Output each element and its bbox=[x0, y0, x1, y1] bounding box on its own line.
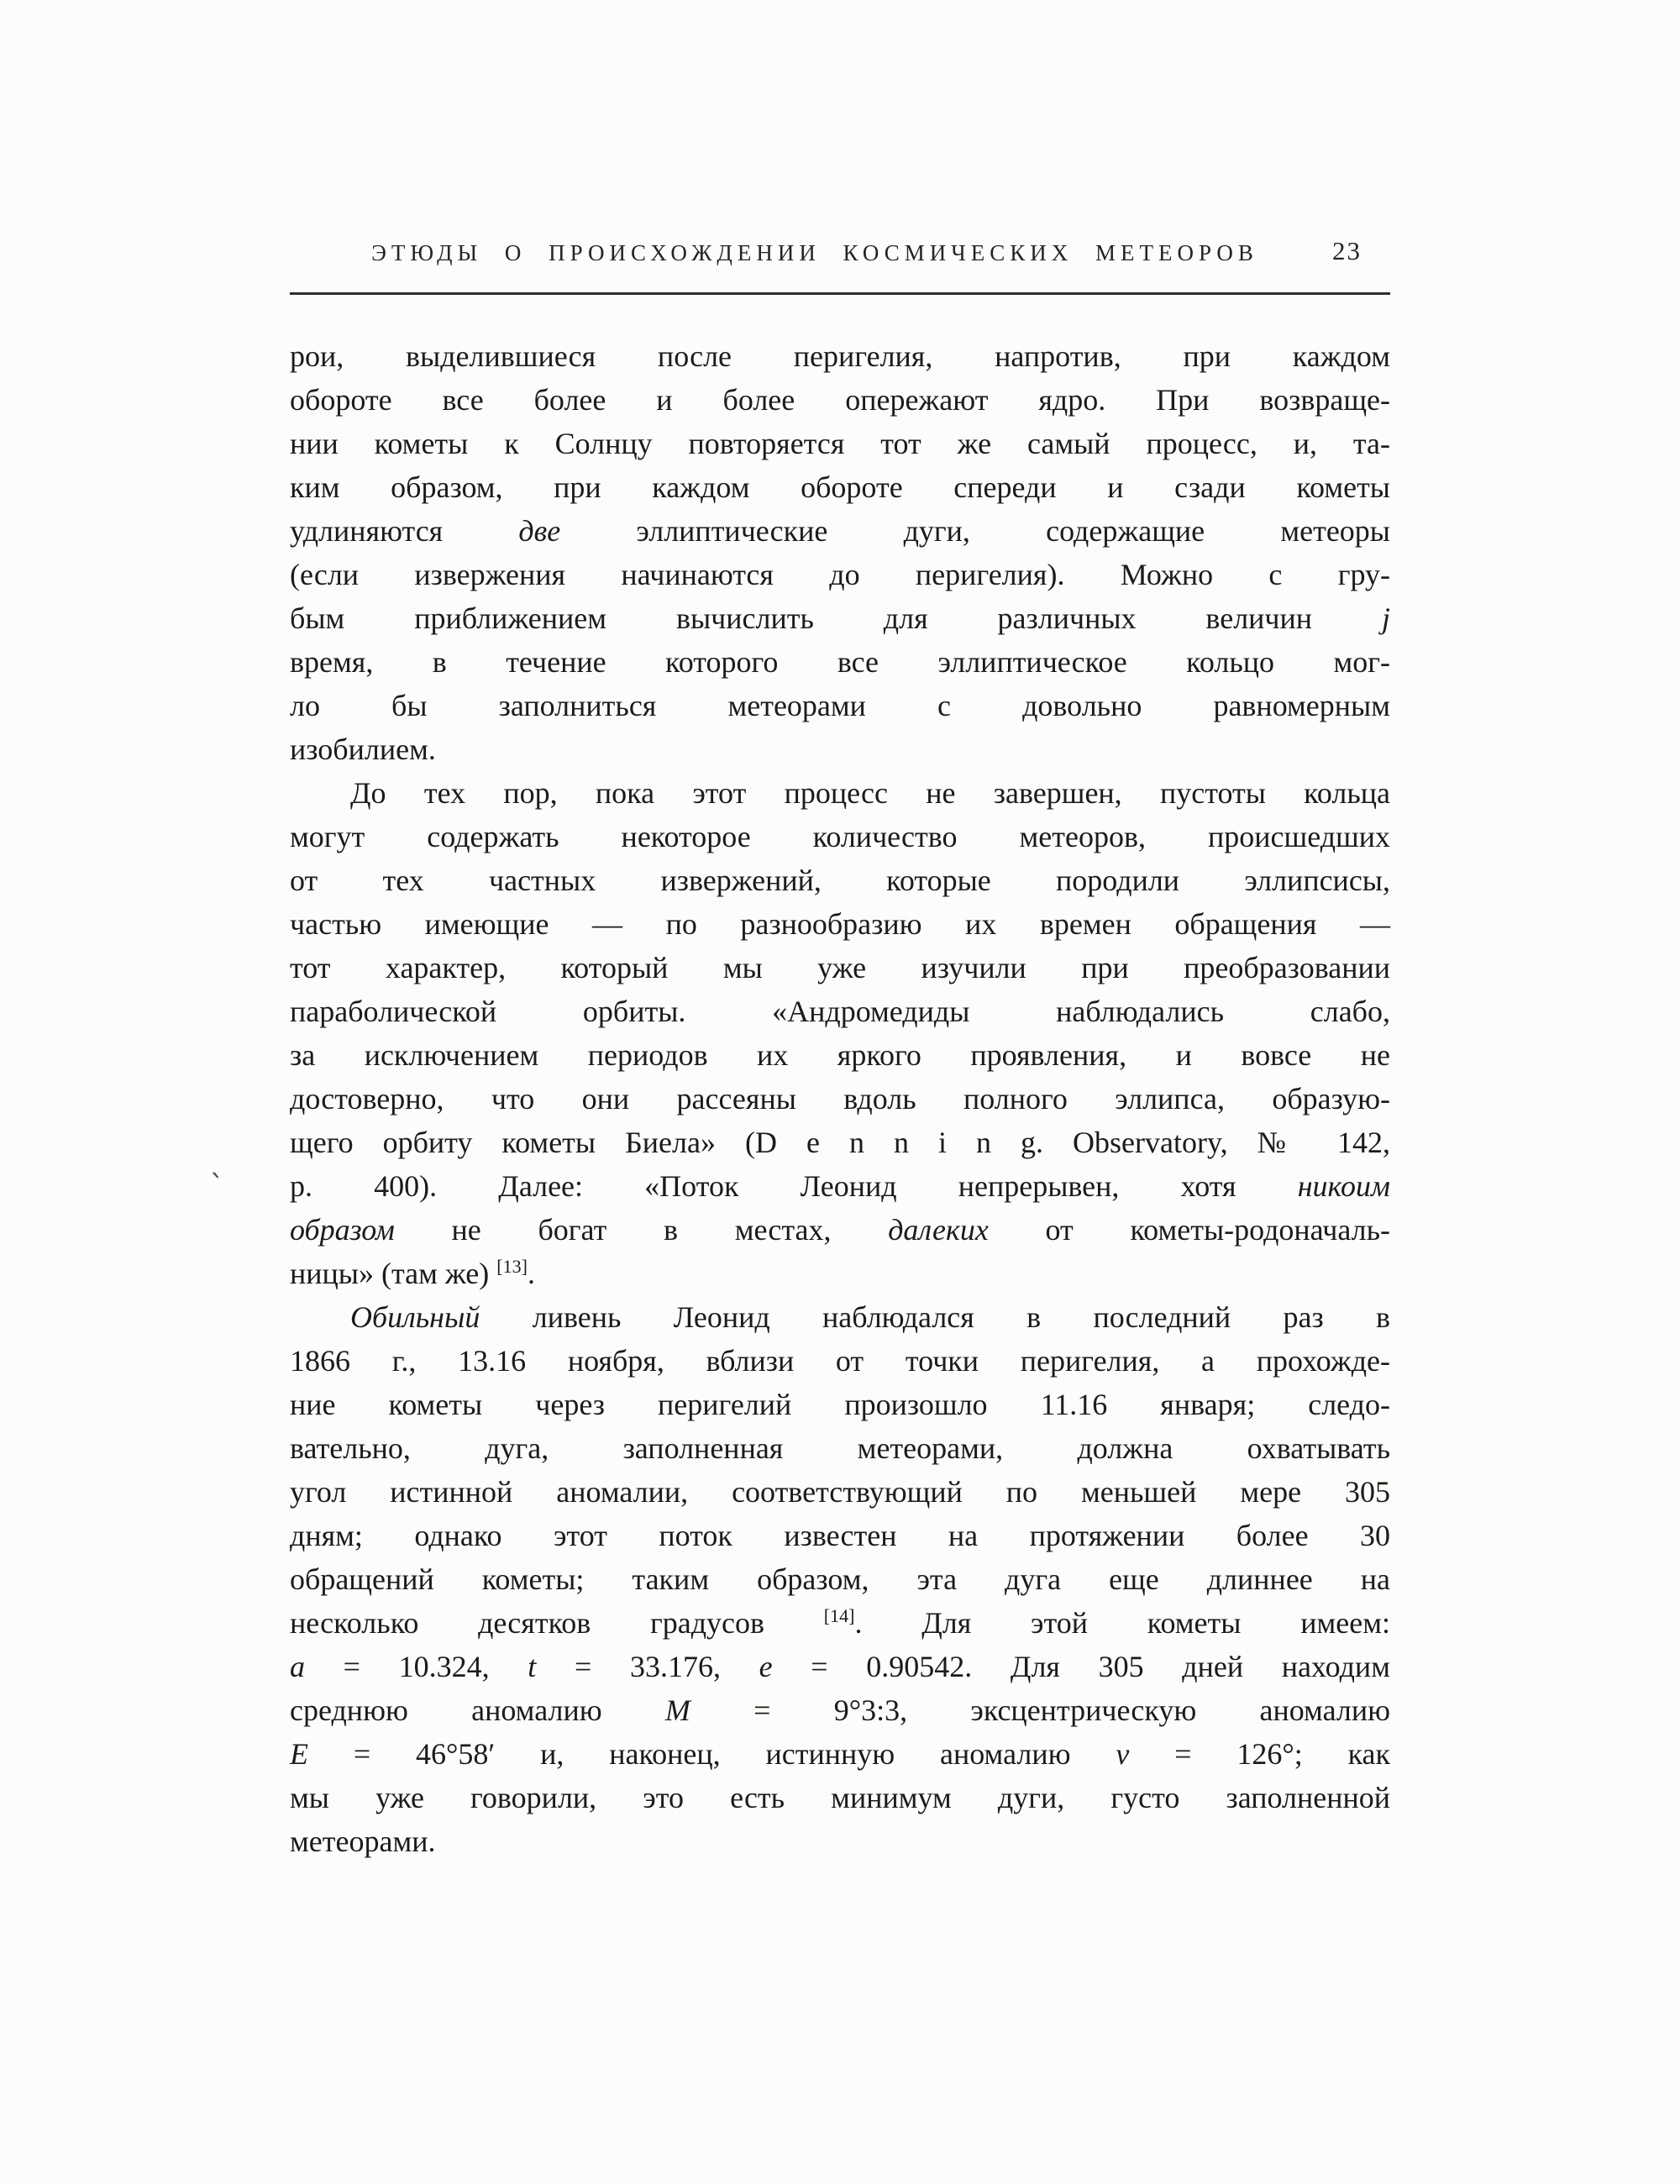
italic-text: далеких bbox=[888, 1213, 989, 1247]
body-text: удлиняются bbox=[290, 514, 519, 548]
body-text: не богат в местах, bbox=[394, 1213, 889, 1247]
body-text: нии кометы к Солнцу повторяется тот же самый процесс, и, та- bbox=[290, 427, 1390, 460]
text-line bbox=[290, 1645, 1390, 1688]
text-line bbox=[290, 1077, 1390, 1121]
text-line bbox=[290, 1688, 1390, 1732]
text-line bbox=[290, 334, 1390, 378]
text-line bbox=[290, 858, 1390, 902]
body-text: рои, выделившиеся после перигелия, напротив, при каждом bbox=[290, 339, 1390, 373]
paragraph bbox=[290, 334, 1390, 771]
italic-text: E bbox=[290, 1737, 308, 1771]
body-text: обороте все более и более опережают ядро. При возвраще- bbox=[290, 383, 1390, 417]
body-text: 1866 г., 13.16 ноября, вблизи от точки перигелия, а прохожде- bbox=[290, 1344, 1390, 1378]
body-text: = 46°58′ и, наконец, истинную аномалию bbox=[308, 1737, 1116, 1771]
text-line bbox=[290, 1776, 1390, 1819]
body-text: от тех частных извержений, которые породили эллипсисы, bbox=[290, 864, 1390, 897]
body-text: несколько десятков градусов bbox=[290, 1606, 824, 1640]
italic-text: две bbox=[518, 514, 561, 548]
text-line bbox=[290, 1033, 1390, 1077]
text-line bbox=[290, 1208, 1390, 1252]
text-line bbox=[290, 1252, 1390, 1295]
text-line bbox=[290, 1470, 1390, 1514]
body-text: ливень Леонид наблюдался в последний раз в bbox=[480, 1300, 1390, 1334]
page-number: 23 bbox=[1332, 236, 1362, 265]
body-text: достоверно, что они рассеяны вдоль полного эллипса, образую- bbox=[290, 1082, 1390, 1116]
text-line bbox=[290, 990, 1390, 1033]
italic-text: образом bbox=[290, 1213, 395, 1247]
text-line bbox=[290, 1819, 1390, 1863]
italic-text: t bbox=[528, 1650, 537, 1683]
body-text: . Для этой кометы имеем: bbox=[854, 1606, 1390, 1640]
text-line bbox=[290, 1295, 1390, 1339]
body-text: щего орбиту кометы Биела» (D e n n i n g. Observatory, № 142, bbox=[290, 1126, 1390, 1159]
paragraph bbox=[290, 771, 1390, 1295]
body-text: = 9°3:3, эксцентрическую аномалию bbox=[690, 1693, 1390, 1727]
text-line bbox=[290, 771, 1390, 815]
italic-text: Обильный bbox=[350, 1300, 480, 1334]
body-text: от кометы-родоначаль- bbox=[988, 1213, 1390, 1247]
italic-text: j bbox=[1381, 601, 1390, 635]
italic-text: v bbox=[1116, 1737, 1130, 1771]
italic-text: M bbox=[664, 1693, 690, 1727]
italic-text: e bbox=[759, 1650, 773, 1683]
body-text: До тех пор, пока этот процесс не завершен, пустоты кольца bbox=[350, 776, 1390, 810]
text-line bbox=[290, 1514, 1390, 1557]
body-text: бым приближением вычислить для различных величин bbox=[290, 601, 1382, 635]
header-rule bbox=[290, 292, 1390, 295]
text-line bbox=[290, 422, 1390, 465]
text-line bbox=[290, 902, 1390, 946]
paragraph bbox=[290, 1295, 1390, 1863]
body-text: угол истинной аномалии, соответствующий по меньшей мере 305 bbox=[290, 1475, 1390, 1509]
text-line bbox=[290, 1121, 1390, 1164]
footnote-reference: [14] bbox=[823, 1605, 855, 1626]
text-line bbox=[290, 1426, 1390, 1470]
footnote-reference: [13] bbox=[496, 1256, 528, 1277]
text-line bbox=[290, 1601, 1390, 1645]
body-text: . bbox=[527, 1257, 535, 1290]
text-line bbox=[290, 465, 1390, 509]
body-text: за исключением периодов их яркого проявления, и вовсе не bbox=[290, 1038, 1390, 1072]
body-text: = 126°; как bbox=[1129, 1737, 1390, 1771]
body-text: = 0.90542. Для 305 дней находим bbox=[772, 1650, 1390, 1683]
body-text: эллиптические дуги, содержащие метеоры bbox=[560, 514, 1390, 548]
body-text: ло бы заполниться метеорами с довольно равномерным bbox=[290, 689, 1390, 722]
body-text: дням; однако этот поток известен на протяжении более 30 bbox=[290, 1519, 1390, 1552]
body-text: (если извержения начинаются до перигелия). Можно с гру- bbox=[290, 558, 1390, 591]
body-text: = 10.324, bbox=[305, 1650, 528, 1683]
text-line bbox=[290, 596, 1390, 640]
text-line bbox=[290, 727, 1390, 771]
text-line bbox=[290, 378, 1390, 422]
body-text: тот характер, который мы уже изучили при преобразовании bbox=[290, 951, 1390, 984]
body-text: могут содержать некоторое количество метеоров, происшедших bbox=[290, 820, 1390, 853]
body-text: изобилием. bbox=[290, 732, 436, 766]
body-text: параболической орбиты. «Андромедиды наблюдались слабо, bbox=[290, 995, 1390, 1028]
text-block bbox=[290, 334, 1390, 1863]
body-text: мы уже говорили, это есть минимум дуги, густо заполненной bbox=[290, 1781, 1390, 1814]
text-line bbox=[290, 1164, 1390, 1208]
scan-artifact-mark: ` bbox=[208, 1169, 226, 1203]
text-line bbox=[290, 1732, 1390, 1776]
running-header bbox=[290, 236, 1390, 277]
body-text: = 33.176, bbox=[536, 1650, 759, 1683]
text-line bbox=[290, 684, 1390, 727]
italic-text: никоим bbox=[1297, 1169, 1390, 1203]
italic-text: a bbox=[290, 1650, 305, 1683]
body-text: ницы» (там же) bbox=[290, 1257, 497, 1290]
text-line bbox=[290, 1557, 1390, 1601]
text-line bbox=[290, 553, 1390, 596]
text-line bbox=[290, 1383, 1390, 1426]
body-text: ким образом, при каждом обороте спереди и сзади кометы bbox=[290, 470, 1390, 504]
text-line bbox=[290, 815, 1390, 858]
text-line bbox=[290, 509, 1390, 553]
body-text: метеорами. bbox=[290, 1824, 436, 1858]
running-title: ЭТЮДЫ О ПРОИСХОЖДЕНИИ КОСМИЧЕСКИХ МЕТЕОРОВ bbox=[371, 240, 1258, 265]
text-line bbox=[290, 640, 1390, 684]
text-line bbox=[290, 946, 1390, 990]
text-line bbox=[290, 1339, 1390, 1383]
body-text: обращений кометы; таким образом, эта дуга еще длиннее на bbox=[290, 1562, 1390, 1596]
body-text: частью имеющие — по разнообразию их времен обращения — bbox=[290, 907, 1390, 941]
body-text: время, в течение которого все эллиптическое кольцо мог- bbox=[290, 645, 1390, 679]
body-text: p. 400). Далее: «Поток Леонид непрерывен, хотя bbox=[290, 1169, 1298, 1203]
body-text: вательно, дуга, заполненная метеорами, должна охватывать bbox=[290, 1431, 1390, 1465]
body-text: ние кометы через перигелий произошло 11.16 января; следо- bbox=[290, 1388, 1390, 1421]
body-text: среднюю аномалию bbox=[290, 1693, 665, 1727]
